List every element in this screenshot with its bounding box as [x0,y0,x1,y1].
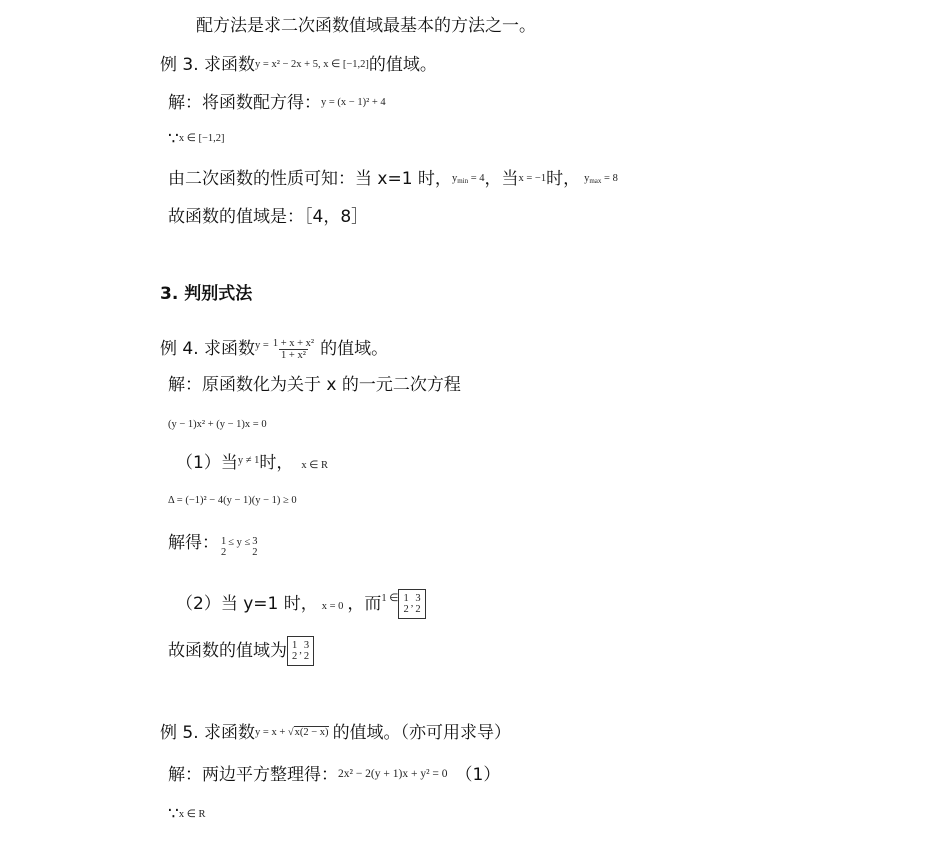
ineq-left-den: 2 [221,547,227,558]
ineq-right-den: 2 [252,547,258,558]
example-4-case-2 [176,584,426,622]
concl-low-den: 2 [292,651,298,662]
ineq-left-num: 1 [221,536,227,547]
example-5-title [160,722,511,744]
case-2-interval-low [401,593,410,615]
ineq-middle: ≤ y ≤ [228,537,251,548]
example-4-prefix: 例 4. 求函数 [160,339,256,359]
case-2-mid: ，而 [347,594,382,614]
example-3-solution [168,92,386,114]
example-5-sqrt: x(2 − x) [294,727,329,738]
example-3-because-formula: x ∈ [−1,2] [178,133,225,144]
example-5-formula: y = x + √x(2 − x) [255,727,329,738]
because-symbol: ∵ [168,129,179,149]
solved-label: 解得： [168,533,219,553]
example-3-ymax [584,173,618,184]
ineq-right-num: 3 [252,536,258,547]
interval-high-num: 3 [415,593,421,604]
ymax-sub: max [589,177,602,185]
example-3-x-eq: x = −1 [518,173,547,184]
example-4-solution: 解：原函数化为关于 x 的一元二次方程 [168,375,461,395]
concl-high-den: 2 [303,651,310,662]
case-1-domain: x ∈ R [301,460,328,471]
ymin-val: = 4 [470,173,485,184]
case-2-prefix: （2）当 y=1 时， [176,594,318,614]
example-5-solution-formula: 2x² − 2(y + 1)x + y² = 0 [338,768,448,780]
case-2-interval-high [413,593,422,615]
case-1-suffix: 时， [259,453,294,473]
conclusion-interval: 1 2 , 3 2 [287,636,314,666]
example-4-denominator: 1 + x² [281,349,306,361]
conclusion-text: 故函数的值域为 [168,641,287,661]
ineq-right-fraction [250,536,259,558]
example-3-formula: y = x² − 2x + 5, x ∈ [−1,2] [255,59,369,70]
interval-low-num: 1 [403,593,409,604]
concl-low-num: 1 [292,640,298,651]
example-3-because [168,128,225,150]
example-3-title [160,54,437,76]
case-1-prefix: （1）当 [176,453,238,473]
case-2-x: x = 0 [321,601,344,612]
example-4-suffix: 的值域。 [320,339,389,359]
example-4-y-eq: y = [255,340,269,351]
ymax-var: y [584,173,590,184]
ineq-left-fraction [219,536,228,558]
example-4-title [160,331,388,364]
example-5-formula-a: y = x + [255,727,286,738]
intro-line: 配方法是求二次函数值域最基本的方法之一。 [196,16,536,36]
example-5-prefix: 例 5. 求函数 [160,723,256,743]
ymin-sub: min [457,177,469,185]
example-3-ymin [452,173,485,184]
example-3-property-text-1: 由二次函数的性质可知：当 x=1 时， [168,169,452,189]
example-5-solution-label: 解：两边平方整理得： [168,765,338,785]
section-3-title: 3. 判别式法 [160,284,253,304]
example-5-equation-number: （1） [455,765,501,785]
interval-high-den: 2 [415,604,421,615]
example-3-solution-label: 解：将函数配方得： [168,93,321,113]
case-2-interval: 1 2 , 3 2 [398,589,425,619]
example-3-solution-formula: y = (x − 1)² + 4 [321,97,386,108]
example-5-because-formula: x ∈ R [178,809,206,820]
case-2-in: 1 ∈ [381,593,399,604]
example-4-case-1 [176,450,328,477]
example-3-conclusion: 故函数的值域是：［4，8］ [168,207,369,227]
example-3-property-text-3: 时， [546,169,581,189]
example-3-prefix: 例 3. 求函数 [160,55,256,75]
ymin-var: y [451,173,458,184]
example-4-solved [168,528,260,558]
example-4-equation: (y − 1)x² + (y − 1)x = 0 [168,419,267,430]
ymax-val: = 8 [604,173,618,184]
example-5-because [168,803,205,826]
concl-high-num: 3 [303,640,310,651]
example-5-solution [168,763,500,786]
conclusion-interval-high [302,640,311,662]
example-3-property-text-2: ，当 [484,169,519,189]
example-4-delta: Δ = (−1)² − 4(y − 1)(y − 1) ≥ 0 [168,495,297,506]
example-4-numerator: 1 + x + x² [272,337,315,349]
example-4-fraction [271,338,316,361]
example-4-conclusion [168,636,314,666]
example-3-suffix: 的值域。 [368,55,437,75]
example-3-property [168,168,618,192]
case-1-condition: y ≠ 1 [237,455,260,466]
because-symbol-2: ∵ [168,804,179,824]
interval-low-den: 2 [403,604,409,615]
conclusion-interval-low [290,640,299,662]
example-5-suffix: 的值域。（亦可用求导） [332,723,512,743]
